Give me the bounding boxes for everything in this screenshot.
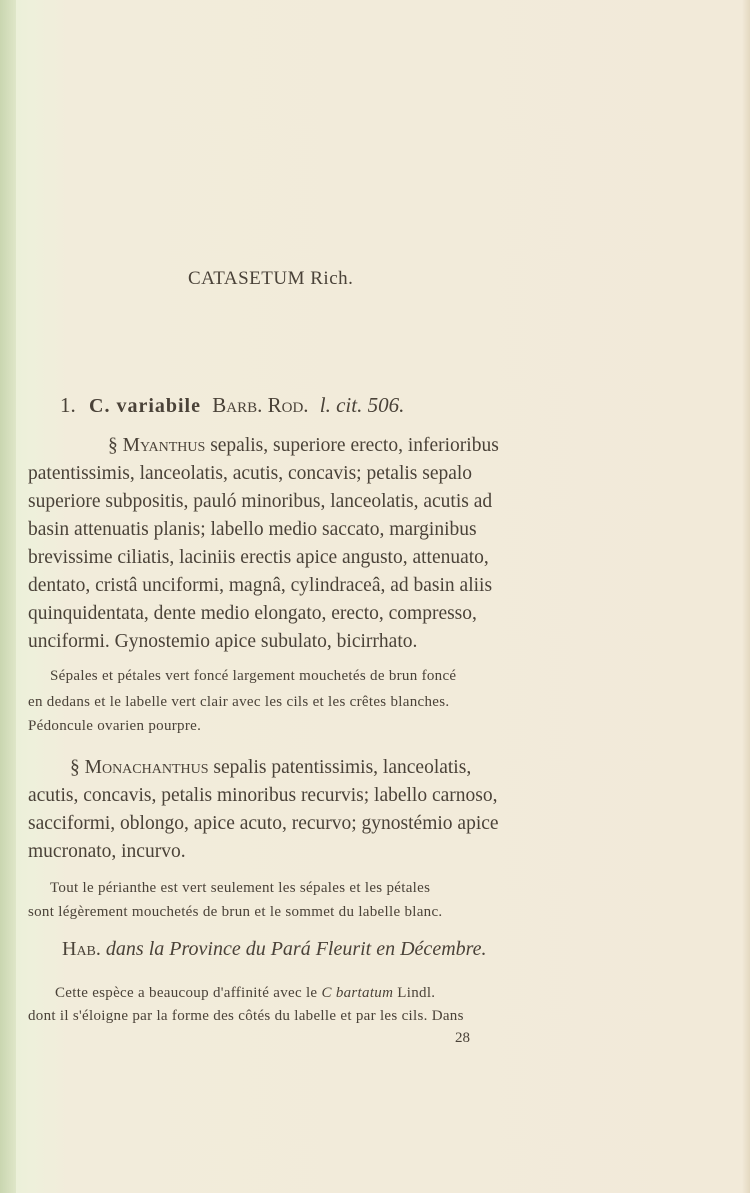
page-number: 28 [455,1030,470,1046]
monachanthus-text: sepalis patentissimis, lanceolatis, [213,757,472,778]
monachanthus-line-1 [70,757,471,779]
monachanthus-note-line-2: sont légèrement mouchetés de brun et le sommet du labelle blanc. [28,904,443,920]
species-author: Barb. Rod. [212,393,309,417]
myanthus-text: sepalis, superiore erecto, inferioribus [210,435,499,456]
myanthus-label: § Myanthus [108,435,206,456]
habitat-label: Hab. [62,938,101,960]
monachanthus-line-2: acutis, concavis, petalis minoribus recurvis; labello carnoso, [28,785,498,806]
myanthus-line-1 [108,435,499,457]
habitat-line [62,938,487,961]
myanthus-note-line-3: Pédoncule ovarien pourpre. [28,718,202,734]
genus-heading: CATASETUM Rich. [188,268,354,289]
myanthus-line-7: quinquidentata, dente medio elongato, erecto, compresso, [28,603,477,624]
remark-line-1 [55,985,435,1002]
monachanthus-line-3: sacciformi, oblongo, apice acuto, recurvo; gynostémio apice [28,813,499,834]
myanthus-line-8: unciformi. Gynostemio apice subulato, bicirrhato. [28,631,418,652]
species-name: C. variabile [89,395,201,417]
page-right-edge [742,0,750,1193]
myanthus-line-2: patentissimis, lanceolatis, acutis, concavis; petalis sepalo [28,463,473,484]
species-number: 1. [60,393,76,417]
remark-species-ref: C bartatum [321,985,394,1001]
remark-text-pre: Cette espèce a beaucoup d'affinité avec le [55,985,318,1001]
myanthus-note-line-2: en dedans et le labelle vert clair avec les cils et les crêtes blanches. [28,694,450,710]
page-left-edge [0,0,16,1193]
myanthus-line-4: basin attenuatis planis; labello medio saccato, marginibus [28,519,477,540]
species-entry [60,393,404,418]
monachanthus-line-4: mucronato, incurvo. [28,841,186,862]
habitat-text: dans la Province du Pará Fleurit en Décembre. [105,938,487,960]
remark-text-post: Lindl. [397,985,436,1001]
monachanthus-note-line-1: Tout le périanthe est vert seulement les sépales et les pétales [50,880,431,896]
monachanthus-label: § Monachanthus [70,757,209,778]
myanthus-line-6: dentato, cristâ unciformi, magnâ, cylindraceâ, ad basin aliis [28,575,493,596]
myanthus-line-5: brevissime ciliatis, laciniis erectis apice angusto, attenuato, [28,547,489,568]
remark-line-2: dont il s'éloigne par la forme des côtés du labelle et par les cils. Dans [28,1008,464,1024]
myanthus-line-3: superiore subpositis, pauló minoribus, lanceolatis, acutis ad [28,491,493,512]
species-citation: l. cit. 506. [319,393,405,417]
myanthus-note-line-1: Sépales et pétales vert foncé largement mouchetés de brun foncé [50,668,457,684]
